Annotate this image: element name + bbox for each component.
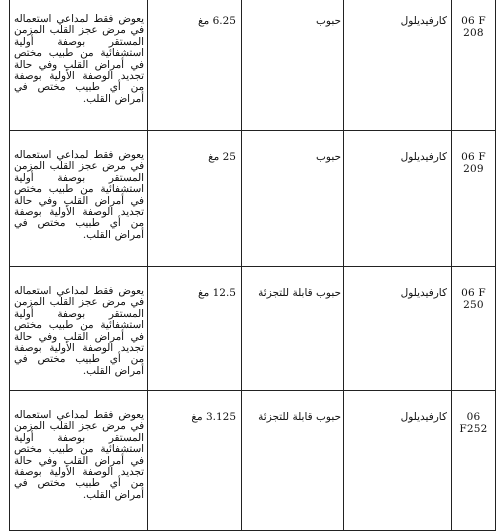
reimbursement-condition-cell: يعوض فقط لمداعي استعماله في مرض عجز القلب المزمن المستقر بوصفة أولية استشفائية من طبيب مختص في أمراض القلب وفي حالة تجديد الوصفة الأولية بوصفة من أي طبيب مختص في أمراض القلب. xyxy=(10,267,148,391)
reimbursement-condition-cell: يعوض فقط لمداعي استعماله في مرض عجز القلب المزمن المستقر بوصفة أولية استشفائية من طبيب مختص في أمراض القلب وفي حالة تجديد الوصفة الأولية بوصفة من أي طبيب مختص في أمراض القلب. xyxy=(10,131,148,267)
drug-name-cell: كارفيديلول xyxy=(344,391,452,531)
dosage-cell: 12.5 مغ xyxy=(148,267,242,391)
dosage-cell: 25 مغ xyxy=(148,131,242,267)
dosage-form-cell: حبوب قابلة للتجزئة xyxy=(242,267,344,391)
drug-code-cell: 06 F252 xyxy=(452,391,496,531)
dosage-form-cell: حبوب قابلة للتجزئة xyxy=(242,391,344,531)
dosage-cell: 3.125 مغ xyxy=(148,391,242,531)
dosage-form-cell: حبوب xyxy=(242,131,344,267)
table-row xyxy=(10,391,496,531)
dosage-form-cell: حبوب xyxy=(242,0,344,131)
drug-code-cell: 06 F 208 xyxy=(452,0,496,131)
drug-name-cell: كارفيديلول xyxy=(344,131,452,267)
drug-name-cell: كارفيديلول xyxy=(344,267,452,391)
drug-name-cell: كارفيديلول xyxy=(344,0,452,131)
table-row xyxy=(10,267,496,391)
drug-code-cell: 06 F 250 xyxy=(452,267,496,391)
table-row xyxy=(10,131,496,267)
table-row xyxy=(10,0,496,131)
dosage-cell: 6.25 مغ xyxy=(148,0,242,131)
medication-table xyxy=(9,0,496,531)
drug-code-cell: 06 F 209 xyxy=(452,131,496,267)
reimbursement-condition-cell: يعوض فقط لمداعي استعماله في مرض عجز القلب المزمن المستقر بوصفة أولية استشفائية من طبيب مختص في أمراض القلب وفي حالة تجديد الوصفة الأولية بوصفة من أي طبيب مختص في أمراض القلب. xyxy=(10,391,148,531)
reimbursement-condition-cell: يعوض فقط لمداعي استعماله في مرض عجز القلب المزمن المستقر بوصفة أولية استشفائية من طبيب مختص في أمراض القلب وفي حالة تجديد الوصفة الأولية بوصفة من أي طبيب مختص في أمراض القلب. xyxy=(10,0,148,131)
